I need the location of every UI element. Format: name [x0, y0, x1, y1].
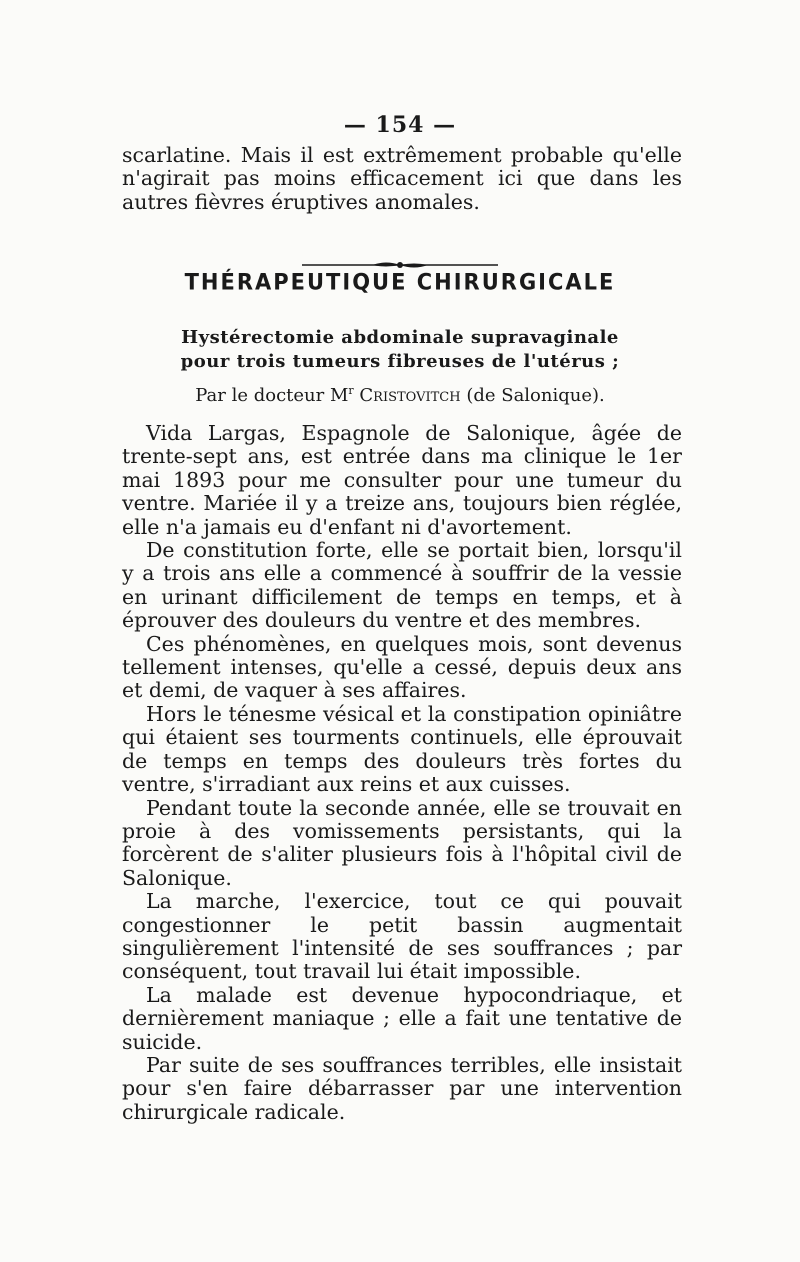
body-paragraph: De constitution forte, elle se portait bien, lorsqu'il y a trois ans elle a commencé à souffrir de la vessie en urinant difficilement de temps en temps, et à éprouver des douleurs du ventre et des membres. [122, 538, 682, 633]
continuation-text-block [122, 144, 682, 214]
page-number: — 154 — [343, 112, 457, 138]
article-title-line-2: pour trois tumeurs fibreuses de l'utérus ; [180, 351, 620, 372]
byline-author: Cristovitch [359, 385, 461, 406]
body-paragraph: La malade est devenue hypocondriaque, et dernièrement maniaque ; elle a fait une tentative de suicide. [122, 982, 682, 1054]
article-body [122, 422, 682, 1124]
body-paragraph: La marche, l'exercice, tout ce qui pouvait congestionner le petit bassin augmentait singulièrement l'intensité de ses souffrances ; par conséquent, tout travail lui était impossible. [122, 889, 682, 984]
article-byline [0, 384, 800, 406]
body-paragraph: Vida Largas, Espagnole de Salonique, âgée de trente-sept ans, est entrée dans ma clinique le 1er mai 1893 pour me consulter pour une tumeur du ventre. Mariée il y a treize ans, toujours bien réglée, elle n'a jamais eu d'enfant ni d'avortement. [122, 421, 682, 539]
body-paragraph: Pendant toute la seconde année, elle se trouvait en proie à des vomissements persistants, qui la forcèrent de s'aliter plusieurs fois à l'hôpital civil de Salonique. [122, 795, 682, 890]
article-title [0, 326, 800, 374]
continuation-paragraph: scarlatine. Mais il est extrêmement probable qu'elle n'agirait pas moins efficacement ici que dans les autres fièvres éruptives anomales. [122, 143, 682, 214]
body-paragraph: Par suite de ses souffrances terribles, elle insistait pour s'en faire débarrasser par une intervention chirurgicale radicale. [122, 1052, 682, 1124]
article-title-line-1: Hystérectomie abdominale supravaginale [181, 327, 619, 348]
byline-sup: r [348, 384, 354, 397]
byline-prefix: Par le docteur M [195, 385, 349, 406]
section-title: THÉRAPEUTIQUE CHIRURGICALE [184, 269, 616, 295]
body-paragraph: Ces phénomènes, en quelques mois, sont devenus tellement intenses, qu'elle a cessé, depuis deux ans et demi, de vaquer à ses affaires. [122, 631, 682, 703]
body-paragraph: Hors le ténesme vésical et la constipation opiniâtre qui étaient ses tourments continuels, elle éprouvait de temps en temps des douleurs très fortes du ventre, s'irradiant aux reins et aux cuisses. [122, 701, 682, 797]
byline-suffix: (de Salonique). [460, 385, 605, 406]
